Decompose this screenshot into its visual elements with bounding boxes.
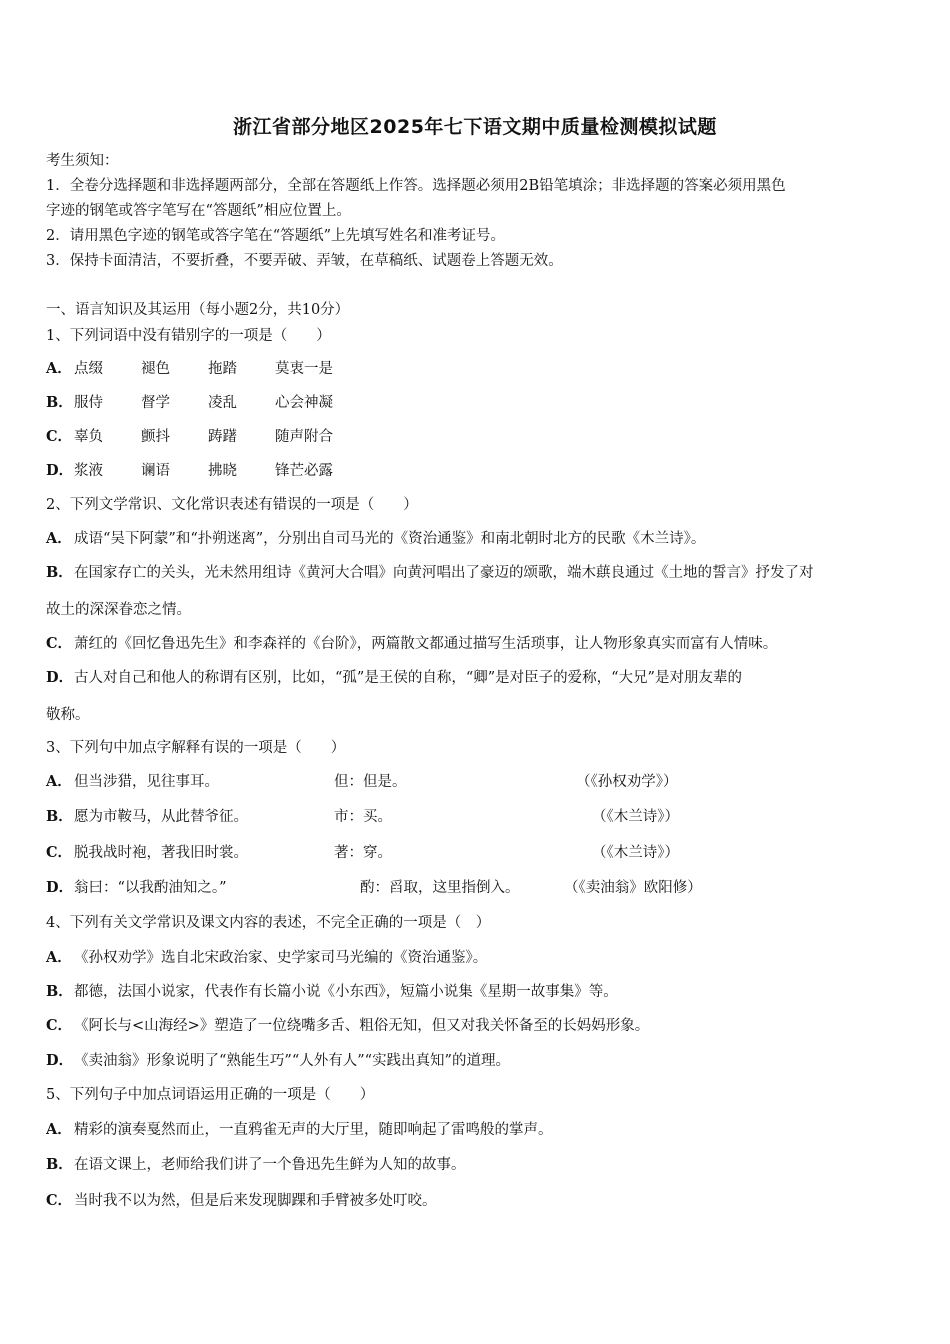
option-sentence: 翁曰：“以我酌油知之。”	[74, 880, 227, 896]
option-word: 服侍	[74, 395, 103, 411]
option-gloss: 酌：舀取，这里指倒入。	[360, 880, 520, 896]
option-word: 心会神凝	[275, 395, 333, 411]
option-text: 在国家存亡的关头，光未然用组诗《黄河大合唱》向黄河唱出了豪迈的颂歌，端木蕻良通过《土地的誓言》抒发了对	[74, 565, 814, 581]
option-row	[46, 878, 906, 898]
option-label: B．	[46, 1156, 73, 1173]
option-word: 拂晓	[208, 463, 237, 479]
option-word: 颤抖	[141, 429, 170, 445]
section-heading: 一、语言知识及其运用（每小题2分，共10分）	[46, 302, 350, 318]
option-source: （《木兰诗》）	[592, 809, 679, 825]
option-label: C．	[46, 635, 73, 652]
option-label: A．	[46, 773, 72, 790]
question-stem: 3、下列句中加点字解释有误的一项是（ ）	[46, 740, 346, 756]
option-sentence: 脱我战时袍，著我旧时裳。	[74, 845, 248, 861]
option-label: C．	[46, 1017, 73, 1034]
option-word: 褪色	[141, 361, 170, 377]
notice-item: 3．保持卡面清洁，不要折叠，不要弄破、弄皱，在草稿纸、试题卷上答题无效。	[46, 253, 563, 269]
option-label: A．	[46, 360, 72, 377]
option-text: 成语“吴下阿蒙”和“扑朔迷离”，分别出自司马光的《资治通鉴》和南北朝时北方的民歌《木兰诗》。	[74, 531, 706, 547]
option-word: 莫衷一是	[275, 361, 333, 377]
option-label: C．	[46, 844, 73, 861]
question-stem: 5、下列句子中加点词语运用正确的一项是（ ）	[46, 1087, 375, 1103]
option-row	[46, 668, 742, 688]
option-text: 《卖油翁》形象说明了“熟能生巧”“人外有人”“实践出真知”的道理。	[74, 1053, 510, 1069]
notice-heading: 考生须知：	[46, 153, 119, 169]
option-text: 《孙权劝学》选自北宋政治家、史学家司马光编的《资治通鉴》。	[74, 950, 488, 966]
option-label: D．	[46, 879, 74, 896]
option-label: A．	[46, 949, 72, 966]
option-row	[46, 807, 906, 827]
option-source: （《卖油翁》欧阳修）	[564, 880, 702, 896]
option-sentence: 但当涉猎，见往事耳。	[74, 774, 219, 790]
page-title: 浙江省部分地区2025年七下语文期中质量检测模拟试题	[233, 116, 717, 138]
option-row	[46, 843, 906, 863]
option-label: B．	[46, 983, 73, 1000]
option-row	[46, 359, 333, 379]
option-label: B．	[46, 564, 73, 581]
notice-item: 字迹的钢笔或答字笔写在“答题纸”相应位置上。	[46, 203, 351, 219]
option-row	[46, 1155, 466, 1175]
option-gloss: 但：但是。	[334, 774, 407, 790]
option-label: A．	[46, 1121, 72, 1138]
option-word: 辜负	[74, 429, 103, 445]
question-stem: 1、下列词语中没有错别字的一项是（ ）	[46, 328, 331, 344]
option-text: 当时我不以为然，但是后来发现脚踝和手臂被多处叮咬。	[74, 1193, 437, 1209]
option-row	[46, 1016, 649, 1036]
option-word: 点缀	[74, 361, 103, 377]
option-word: 拖踏	[208, 361, 237, 377]
option-label: B．	[46, 394, 73, 411]
option-gloss: 著：穿。	[334, 845, 392, 861]
option-sentence: 愿为市鞍马，从此替爷征。	[74, 809, 248, 825]
option-row	[46, 1051, 510, 1071]
option-text: 在语文课上，老师给我们讲了一个鲁迅先生鲜为人知的故事。	[74, 1157, 466, 1173]
option-row	[46, 529, 705, 549]
option-label: D．	[46, 669, 74, 686]
option-word: 随声附合	[275, 429, 333, 445]
notice-item: 2．请用黑色字迹的钢笔或答字笔在“答题纸”上先填写姓名和准考证号。	[46, 228, 506, 244]
option-label: C．	[46, 428, 73, 445]
option-source: （《木兰诗》）	[592, 845, 679, 861]
option-word: 谰语	[141, 463, 170, 479]
option-row	[46, 427, 333, 447]
option-word: 督学	[141, 395, 170, 411]
option-row	[46, 393, 333, 413]
option-text: 《阿长与<山海经>》塑造了一位绕嘴多舌、粗俗无知，但又对我关怀备至的长妈妈形象。	[74, 1018, 650, 1034]
notice-item: 1．全卷分选择题和非选择题两部分，全部在答题纸上作答。选择题必须用2B铅笔填涂；非选择题的答案必须用黑色	[46, 178, 786, 194]
option-text: 萧红的《回忆鲁迅先生》和李森祥的《台阶》，两篇散文都通过描写生活琐事，让人物形象真实而富有人情味。	[74, 636, 778, 652]
option-continuation: 故土的深深眷恋之情。	[46, 602, 191, 618]
option-row	[46, 461, 333, 481]
option-label: D．	[46, 462, 74, 479]
option-text: 精彩的演奏戛然而止，一直鸦雀无声的大厅里，随即响起了雷鸣般的掌声。	[74, 1122, 553, 1138]
option-row	[46, 1120, 553, 1140]
option-source: （《孙权劝学》）	[576, 774, 678, 790]
option-text: 古人对自己和他人的称谓有区别，比如，“孤”是王侯的自称，“卿”是对臣子的爱称，“大兄”是对朋友辈的	[74, 670, 742, 686]
question-stem: 2、下列文学常识、文化常识表述有错误的一项是（ ）	[46, 497, 418, 513]
option-label: C．	[46, 1192, 73, 1209]
question-stem: 4、下列有关文学常识及课文内容的表述，不完全正确的一项是（ ）	[46, 915, 491, 931]
option-text: 都德，法国小说家，代表作有长篇小说《小东西》，短篇小说集《星期一故事集》等。	[74, 984, 618, 1000]
option-row	[46, 634, 777, 654]
option-continuation: 敬称。	[46, 707, 90, 723]
option-row	[46, 563, 814, 583]
option-row	[46, 1191, 437, 1211]
option-word: 浆液	[74, 463, 103, 479]
option-word: 凌乱	[208, 395, 237, 411]
option-gloss: 市：买。	[334, 809, 392, 825]
option-row	[46, 948, 487, 968]
option-word: 锋芒必露	[275, 463, 333, 479]
option-row	[46, 772, 906, 792]
option-label: A．	[46, 530, 72, 547]
option-row	[46, 982, 618, 1002]
option-word: 踌躇	[208, 429, 237, 445]
option-label: D．	[46, 1052, 74, 1069]
option-label: B．	[46, 808, 73, 825]
